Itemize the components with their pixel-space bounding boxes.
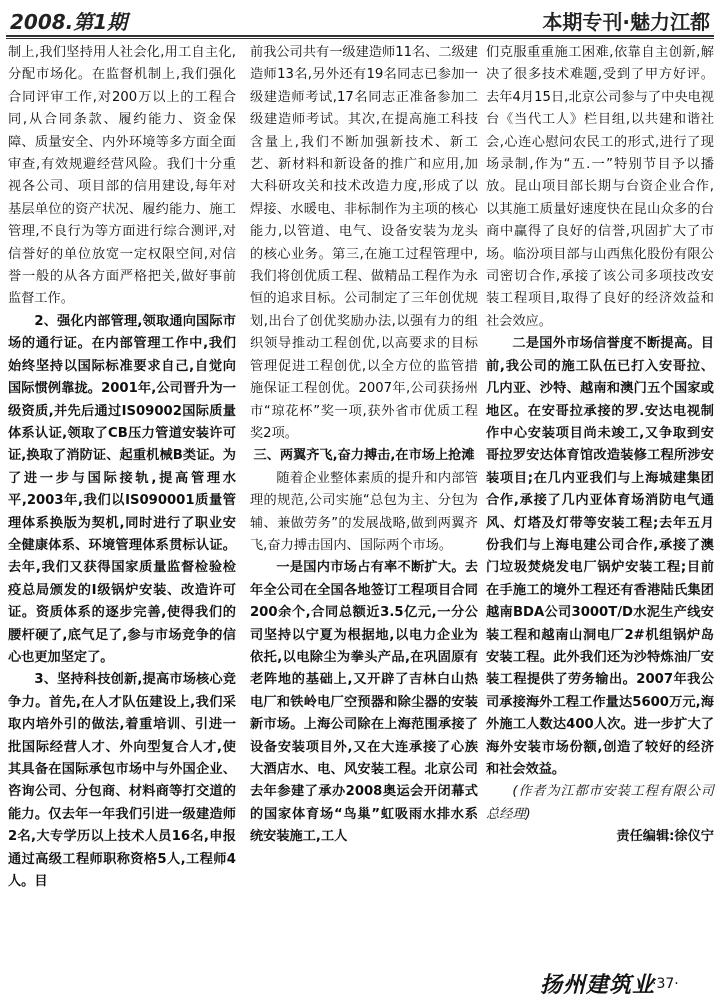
paragraph: 前我公司共有一级建造师11名、二级建造师13名,另外还有19名同志已参加一级建造师考试,17名同志正准备参加二级建造师考试。其次,在提高施工科技含量上,我们不断加强新技术、新工艺、新材料和新设备的推广和应用,加大科研攻关和技术改造力度,形成了以焊接、水暖电、非标制作为主项的核心能力,以管道、电气、设备安装为龙头的核心业务。第三,在施工过程管理中,我们将创优质工程、做精品工程作为永恒的追求目标。公司制定了三年创优规划,出台了创优奖励办法,以强有力的组织领导推动工程创优,以高要求的目标管理促进工程创优,以全方位的监管措施保证工程创优。2007年,公司获扬州市“琼花杯”奖一项,获外省市优质工程奖2项。 — [250, 45, 478, 441]
header-rule — [6, 35, 714, 37]
column-left — [8, 42, 236, 893]
paragraph: 3、坚持科技创新,提高市场核心竞争力。首先,在人才队伍建设上,我们采取内培外引的做法,着重培训、引进一批国际经营人才、外向型复合人才,使其具备在国际承包市场中与外国企业、咨询公司、分包商、材料商等打交道的能力。仅去年一年我们引进一级建造师2名,大专学历以上技术人员16名,申报通过高级工程师职称资格5人,工程师4人。目 — [8, 672, 236, 890]
magazine-logo: 扬州建筑业 — [540, 972, 656, 998]
paragraph: 一是国内市场占有率不断扩大。去年全公司在全国各地签订工程项目合同200余个,合同总额近3.5亿元,一分公司坚持以宁夏为根据地,以电力企业为依托,以电除尘为拳头产品,在巩固原有老阵地的基础上,又开辟了吉林白山热电厂和铁岭电厂空预器和除尘器的安装新市场。上海公司除在上海范围承接了设备安装项目外,又在大连承接了心族大酒店水、电、风安装工程。北京公司去年参建了承办2008奥运会开闭幕式的国家体育场“鸟巢”虹吸雨水排水系统安装施工,工人 — [250, 560, 478, 845]
paragraph: 随着企业整体素质的提升和内部管理的规范,公司实施“总包为主、分包为辅、兼做劳务”的发展战略,做到两翼齐飞,奋力搏击国内、国际两个市场。 — [250, 470, 478, 553]
header-rule-thin — [6, 38, 714, 39]
paragraph: 们克服重重施工困难,依靠自主创新,解决了很多技术难题,受到了甲方好评。去年4月15日,北京公司参与了中央电视台《当代工人》栏目组,以共建和谐社会,心连心慰问农民工的形式,进行了现场录制,作为“五.一”特别节目予以播放。昆山项目部长期与台资企业合作,以其施工质量好速度快在昆山众多的台商中赢得了良好的信誉,巩固扩大了市场。临汾项目部与山西焦化股份有限公司密切合作,承接了该公司多项技改安装工程项目,取得了良好的经济效益和社会效应。 — [486, 45, 714, 329]
paragraph: 责任编辑:徐仪宁 — [616, 829, 714, 845]
issue-label: 2008.第1期 — [10, 10, 128, 34]
paragraph: 制上,我们坚持用人社会化,用工自主化,分配市场化。在监督机制上,我们强化合同评审工作,对200万以上的工程合同,从合同条款、履约能力、资金保障、质量安全、内外环境等多方面全面审查,有效规避经营风险。我们十分重视各公司、项目部的信用建设,每年对基层单位的资产状况、履约能力、施工管理,不良行为等方面进行综合测评,对信誉好的单位放宽一定权限空间,对信誉一般的从各方面严格把关,做好事前监督工作。 — [8, 45, 236, 307]
column-middle — [250, 42, 478, 849]
paragraph: 三、两翼齐飞,奋力搏击,在市场上抢滩 — [253, 448, 475, 464]
paragraph: (作者为江都市安装工程有限公司总经理) — [486, 784, 714, 822]
column-right — [486, 42, 714, 849]
section-title: 本期专刊·魅力江都 — [542, 10, 710, 34]
paragraph: 2、强化内部管理,领取通向国际市场的通行证。在内部管理工作中,我们始终坚持以国际标准要求自己,自觉向国际惯例靠拢。2001年,公司晋升为一级资质,并先后通过IS09002国际质量体系认证,领取了CB压力管道安装许可证,换取了消防证、起重机械B类证。为了进一步与国际接轨,提高管理水平,2003年,我们以IS090001质量管理体系换版为契机,同时进行了职业安全健康体系、环境管理体系贯标认证。去年,我们又获得国家质量监督检验检疫总局颁发的Ⅰ级锅炉安装、改造许可证。资质体系的逐步完善,使得我们的腰杆硬了,底气足了,参与市场竞争的信心也更加坚定了。 — [8, 313, 236, 665]
page-header — [0, 0, 720, 40]
page-number: ·37· — [652, 976, 679, 992]
paragraph: 二是国外市场信誉度不断提高。目前,我公司的施工队伍已打入安哥拉、几内亚、沙特、越南和澳门五个国家或地区。在安哥拉承接的罗.安达电视制作中心安装项目尚未竣工,又争取到安哥拉罗安达体育馆改造装修工程所涉安装项目;在几内亚我们与上海城建集团合作,承接了几内亚体育场消防电气通风、灯塔及灯带等安装工程;去年五月份我们与上海电建公司合作,承接了澳门垃圾焚烧发电厂锅炉安装工程;目前在手施工的境外工程还有香港陆氏集团越南BDA公司3000T/D水泥生产线安装工程和越南山洞电厂2#机组锅炉岛安装工程。此外我们还为沙特炼油厂安装工程提供了劳务输出。2007年我公司承接海外工程工作量达5600万元,海外施工人数达400人次。进一步扩大了海外安装市场份额,创造了较好的经济和社会效益。 — [486, 336, 714, 777]
